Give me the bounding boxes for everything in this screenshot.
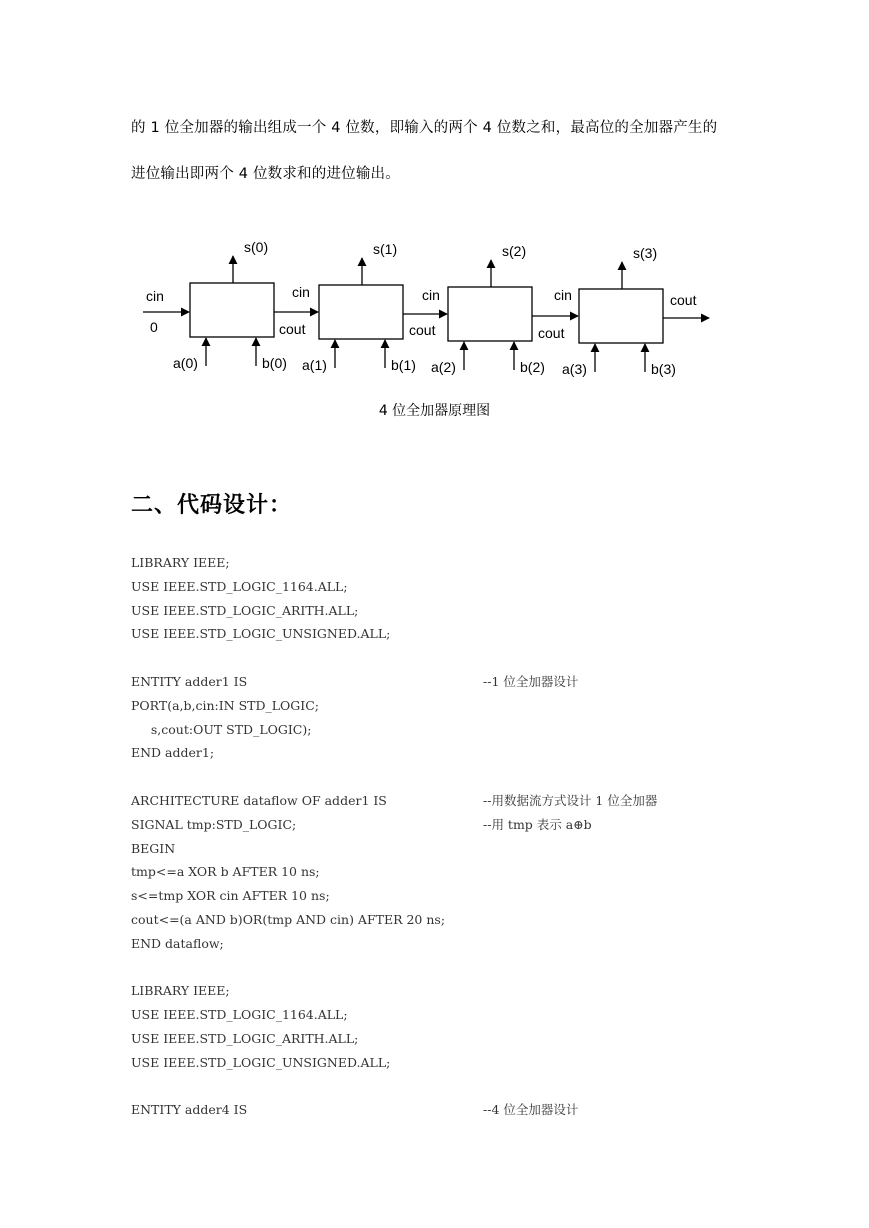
code-line (131, 1003, 445, 1027)
code-line (131, 646, 445, 670)
adder-block-1 (319, 285, 403, 339)
code-text: SIGNAL tmp:STD_LOGIC; (131, 816, 297, 832)
zero-label: 0 (150, 319, 158, 335)
adder-block-3 (579, 289, 663, 343)
code-line (131, 860, 445, 884)
b3-label: b(3) (651, 361, 676, 377)
s3-label: s(3) (633, 245, 658, 261)
code-comment: --用 tmp 表示 a⊕b (483, 816, 592, 832)
adder-block-2 (448, 287, 532, 341)
s0-label: s(0) (244, 239, 269, 255)
code-text: USE IEEE.STD_LOGIC_1164.ALL; (131, 1007, 348, 1023)
code-line (131, 765, 445, 789)
code-text: s<=tmp XOR cin AFTER 10 ns; (131, 888, 330, 904)
b1-label: b(1) (391, 357, 416, 373)
code-line (131, 789, 658, 813)
code-line (131, 741, 445, 765)
cout0-label: cout (279, 321, 306, 337)
a3-label: a(3) (562, 361, 587, 377)
code-line (131, 908, 445, 932)
cout1-label: cout (409, 322, 436, 338)
section-title: 二、代码设计： (131, 493, 293, 518)
code-line (131, 932, 445, 956)
code-text: USE IEEE.STD_LOGIC_ARITH.ALL; (131, 602, 359, 618)
code-text: ENTITY adder1 IS (131, 673, 248, 689)
code-comment: --1 位全加器设计 (483, 673, 579, 689)
code-line (131, 1027, 445, 1051)
code-line (131, 979, 445, 1003)
code-text: END dataflow; (131, 935, 224, 951)
b2-label: b(2) (520, 359, 545, 375)
code-line (131, 956, 445, 980)
code-line (131, 813, 592, 837)
code-line (131, 1051, 445, 1075)
code-line (131, 694, 445, 718)
b0-label: b(0) (262, 355, 287, 371)
adder-block-0 (190, 283, 274, 337)
cout2-label: cout (538, 325, 565, 341)
code-text: BEGIN (131, 840, 176, 856)
code-text: PORT(a,b,cin:IN STD_LOGIC; (131, 697, 319, 713)
intro-line-2: 进位输出即两个 4 位数求和的进位输出。 (131, 166, 400, 182)
cin-label: cin (146, 288, 164, 304)
code-line (131, 1098, 579, 1122)
code-text: USE IEEE.STD_LOGIC_1164.ALL; (131, 578, 348, 594)
diagram-caption: 4 位全加器原理图 (378, 403, 491, 419)
cout3-label: cout (670, 292, 697, 308)
s1-label: s(1) (373, 241, 398, 257)
a0-label: a(0) (173, 355, 198, 371)
code-text: LIBRARY IEEE; (131, 555, 230, 570)
code-line (131, 575, 445, 599)
code-comment: --4 位全加器设计 (483, 1102, 579, 1118)
code-line (131, 599, 445, 623)
code-text: USE IEEE.STD_LOGIC_UNSIGNED.ALL; (131, 1054, 391, 1070)
code-text: END adder1; (131, 745, 215, 761)
code-line (131, 670, 579, 694)
a2-label: a(2) (431, 359, 456, 375)
code-text: cout<=(a AND b)OR(tmp AND cin) AFTER 20 ns; (131, 911, 446, 927)
code-text: ENTITY adder4 IS (131, 1102, 248, 1118)
code-listing (131, 551, 658, 1122)
code-line (131, 837, 445, 861)
code-line (131, 718, 445, 742)
code-comment: --用数据流方式设计 1 位全加器 (483, 792, 658, 808)
cin2-label: cin (422, 287, 440, 303)
code-text: tmp<=a XOR b AFTER 10 ns; (131, 864, 320, 880)
cin1-label: cin (292, 284, 310, 300)
intro-line-1: 的 1 位全加器的输出组成一个 4 位数，即输入的两个 4 位数之和，最高位的全加器产生的 (131, 120, 718, 136)
code-text: USE IEEE.STD_LOGIC_UNSIGNED.ALL; (131, 626, 391, 642)
code-line (131, 622, 445, 646)
four-bit-adder-diagram (0, 0, 869, 400)
code-text: ARCHITECTURE dataflow OF adder1 IS (131, 792, 387, 808)
code-line (131, 1075, 445, 1099)
cin3-label: cin (554, 287, 572, 303)
code-text: USE IEEE.STD_LOGIC_ARITH.ALL; (131, 1030, 359, 1046)
code-line (131, 884, 445, 908)
s2-label: s(2) (502, 243, 527, 259)
code-text: LIBRARY IEEE; (131, 983, 230, 999)
code-text: s,cout:OUT STD_LOGIC); (131, 721, 312, 737)
code-line (131, 551, 445, 575)
a1-label: a(1) (302, 357, 327, 373)
